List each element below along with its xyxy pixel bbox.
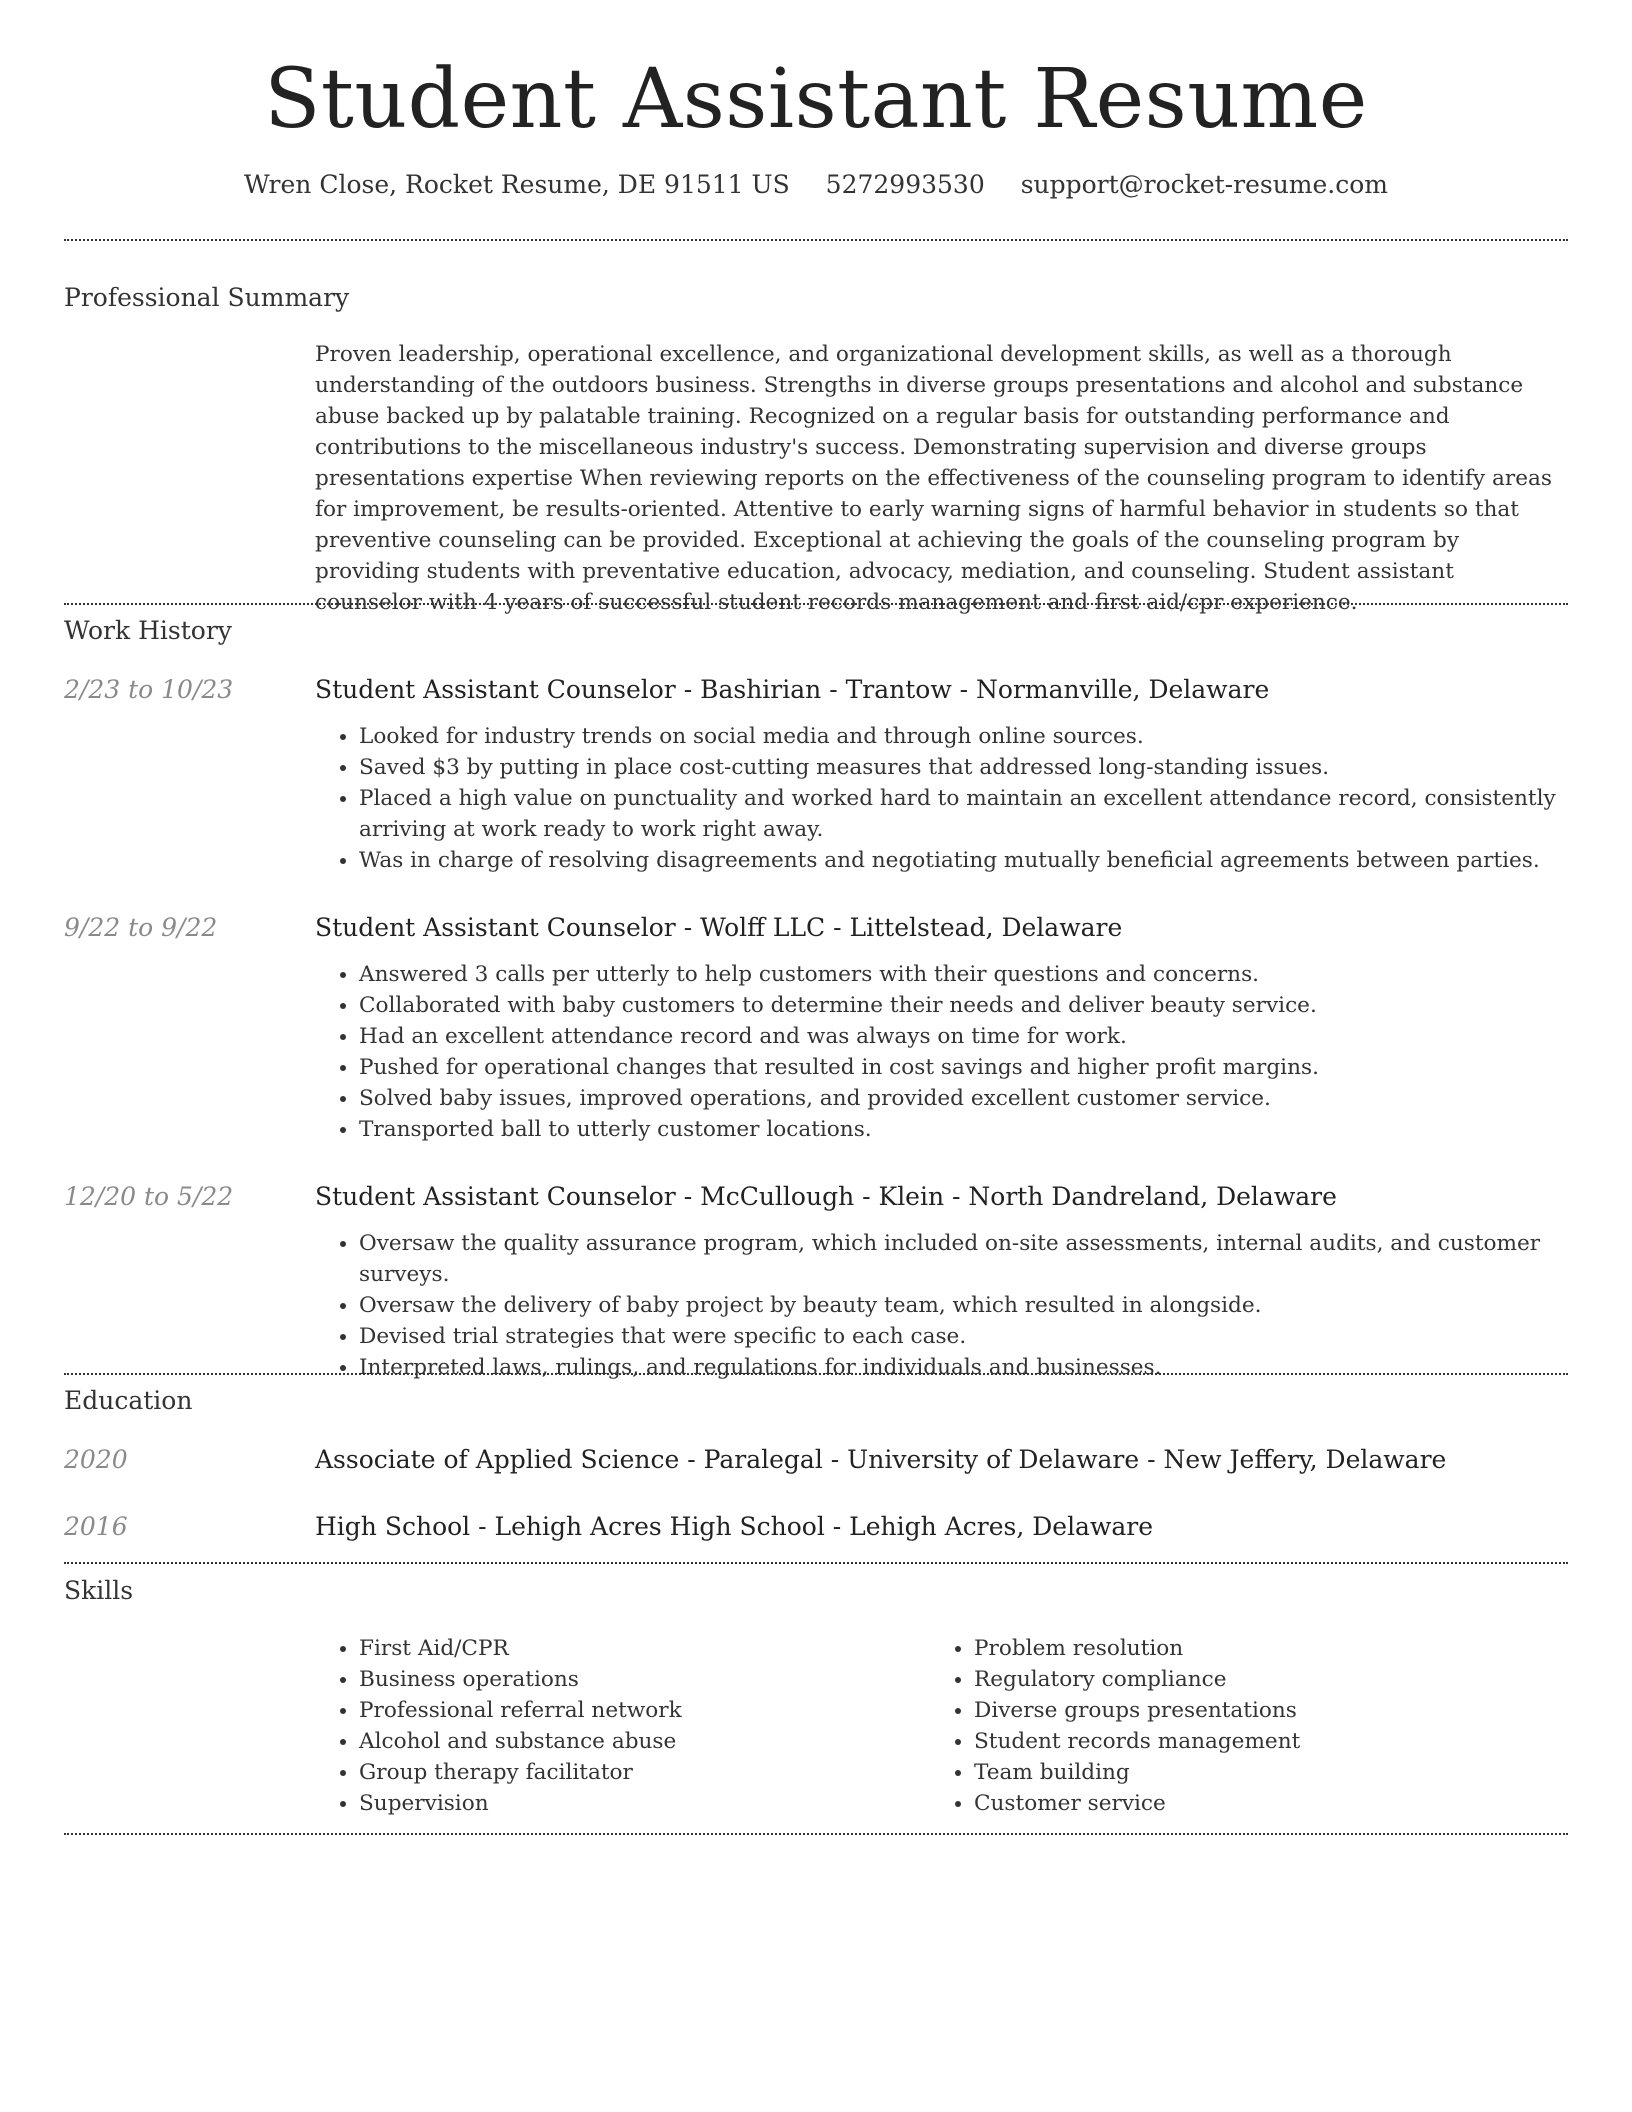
list-item: • Supervision xyxy=(359,1788,875,1819)
section-divider xyxy=(64,1373,1568,1375)
list-item: • Transported ball to utterly customer locations. xyxy=(359,1114,1565,1145)
list-item: • Saved $3 by putting in place cost-cutting measures that addressed long-standing issues. xyxy=(359,752,1565,783)
skills-section-title: Skills xyxy=(64,1576,134,1605)
list-item: • Was in charge of resolving disagreements and negotiating mutually beneficial agreements between parties. xyxy=(359,845,1565,876)
section-divider xyxy=(64,603,1568,605)
skills-column-left xyxy=(315,1633,875,1819)
education-heading: High School - Lehigh Acres High School - Lehigh Acres, Delaware xyxy=(315,1512,1154,1541)
contact-info xyxy=(0,170,1632,199)
education-heading: Associate of Applied Science - Paralegal - University of Delaware - New Jeffery, Delaware xyxy=(315,1445,1447,1474)
list-item: • Pushed for operational changes that resulted in cost savings and higher profit margins. xyxy=(359,1052,1565,1083)
list-item: • Professional referral network xyxy=(359,1695,875,1726)
page-title: Student Assistant Resume xyxy=(264,52,1368,147)
contact-email: support@rocket-resume.com xyxy=(1020,170,1388,199)
summary-text: Proven leadership, operational excellence, and organizational development skills, as well as a thorough understanding of the outdoors business. Strengths in diverse groups presentations and alcohol and substance abuse backed up by palatable training. Recognized on a regular basis for outstanding performance and contributions to the miscellaneous industry's success. Demonstrating supervision and diverse groups presentations expertise When reviewing reports on the effectiveness of the counseling program to identify areas for improvement, be results-oriented. Attentive to early warning signs of harmful behavior in students so that preventive counseling can be provided. Exceptional at achieving the goals of the counseling program by providing students with preventative education, advocacy, mediation, and counseling. Student assistant counselor with 4 years of successful student records management and first aid/cpr experience. xyxy=(315,342,1552,615)
section-divider xyxy=(64,1833,1568,1835)
job-bullets xyxy=(315,959,1565,1145)
resume-header xyxy=(0,0,1632,199)
list-item: • Collaborated with baby customers to determine their needs and deliver beauty service. xyxy=(359,990,1565,1021)
section-divider xyxy=(64,1562,1568,1564)
job-heading: Student Assistant Counselor - McCullough - Klein - North Dandreland, Delaware xyxy=(315,1182,1337,1211)
list-item: • Devised trial strategies that were specific to each case. xyxy=(359,1321,1565,1352)
list-item: • Had an excellent attendance record and was always on time for work. xyxy=(359,1021,1565,1052)
list-item: • Customer service xyxy=(974,1788,1490,1819)
list-item: • Business operations xyxy=(359,1664,875,1695)
summary-section-title: Professional Summary xyxy=(64,283,350,312)
list-item: • Looked for industry trends on social media and through online sources. xyxy=(359,721,1565,752)
job-heading: Student Assistant Counselor - Bashirian - Trantow - Normanville, Delaware xyxy=(315,675,1270,704)
list-item: • Diverse groups presentations xyxy=(974,1695,1490,1726)
summary-body xyxy=(315,339,1565,618)
list-item: • Alcohol and substance abuse xyxy=(359,1726,875,1757)
contact-phone: 5272993530 xyxy=(825,170,985,199)
education-year: 2020 xyxy=(64,1445,128,1474)
skills-list xyxy=(930,1633,1490,1819)
list-item: • Answered 3 calls per utterly to help customers with their questions and concerns. xyxy=(359,959,1565,990)
job-bullets xyxy=(315,721,1565,876)
job-bullets xyxy=(315,1228,1565,1383)
list-item: • Student records management xyxy=(974,1726,1490,1757)
job-dates: 2/23 to 10/23 xyxy=(64,675,234,704)
contact-address: Wren Close, Rocket Resume, DE 91511 US xyxy=(243,170,790,199)
list-item: • Interpreted laws, rulings, and regulations for individuals and businesses. xyxy=(359,1352,1565,1383)
skills-list xyxy=(315,1633,875,1819)
list-item: • Team building xyxy=(974,1757,1490,1788)
education-year: 2016 xyxy=(64,1512,128,1541)
list-item: • Oversaw the quality assurance program, which included on-site assessments, internal audits, and customer surveys. xyxy=(359,1228,1565,1290)
education-section-title: Education xyxy=(64,1386,193,1415)
list-item: • Solved baby issues, improved operations, and provided excellent customer service. xyxy=(359,1083,1565,1114)
list-item: • Group therapy facilitator xyxy=(359,1757,875,1788)
job-entry xyxy=(315,1182,1565,1383)
work-section-title: Work History xyxy=(64,616,232,645)
list-item: • Problem resolution xyxy=(974,1633,1490,1664)
job-entry xyxy=(315,675,1565,876)
list-item: • Oversaw the delivery of baby project by beauty team, which resulted in alongside. xyxy=(359,1290,1565,1321)
section-divider xyxy=(64,239,1568,241)
list-item: • First Aid/CPR xyxy=(359,1633,875,1664)
job-heading: Student Assistant Counselor - Wolff LLC - Littelstead, Delaware xyxy=(315,913,1123,942)
job-dates: 12/20 to 5/22 xyxy=(64,1182,234,1211)
list-item: • Placed a high value on punctuality and worked hard to maintain an excellent attendance record, consistently arriving at work ready to work right away. xyxy=(359,783,1565,845)
job-entry xyxy=(315,913,1565,1145)
skills-column-right xyxy=(930,1633,1490,1819)
job-dates: 9/22 to 9/22 xyxy=(64,913,218,942)
list-item: • Regulatory compliance xyxy=(974,1664,1490,1695)
